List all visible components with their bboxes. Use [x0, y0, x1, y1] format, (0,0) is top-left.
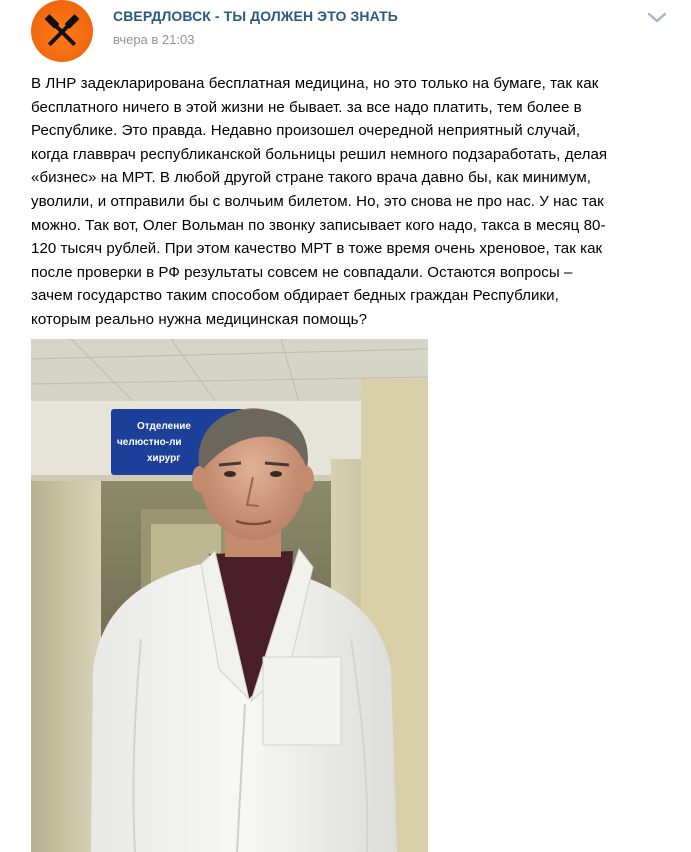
post-timestamp[interactable]: вчера в 21:03	[113, 32, 195, 47]
sign-line-3: хирург	[147, 453, 181, 464]
sign-line-1: Отделение	[137, 421, 191, 432]
doctor-photo-illustration	[31, 339, 428, 852]
chevron-down-icon[interactable]	[645, 8, 669, 28]
post-header	[31, 0, 671, 62]
post-text: В ЛНР задекларирована бесплатная медицина, но это только на бумаге, так как бесплатного ничего в этой жизни не бывает. за все надо платить, тем более в Республике. Это правда. Недавно произошел очередной неприятный случай, когда главврач республиканской больницы решил немного подзаработать, делая «бизнес» на МРТ. В любой другой стране такого врача давно бы, как минимум, уволили, и отправили бы с волчьим билетом. Но, это снова не про нас. У нас так можно. Так вот, Олег Вольман по звонку записывает кого надо, такса в месяц 80- 120 тысяч рублей. При этом качество МРТ в тоже время очень хреновое, так как после проверки в РФ результаты совсем не совпадали. Остаются вопросы – зачем государство таким способом обдирает бедных граждан Республики, которым реально нужна медицинская помощь?	[31, 75, 608, 328]
author-name-link[interactable]: СВЕРДЛОВСК - ТЫ ДОЛЖЕН ЭТО ЗНАТЬ	[113, 8, 398, 24]
crossed-hammers-icon	[31, 0, 93, 62]
sign-line-2: челюстно-ли	[117, 437, 182, 448]
community-avatar[interactable]	[31, 0, 93, 62]
post-photo[interactable]	[31, 339, 428, 852]
